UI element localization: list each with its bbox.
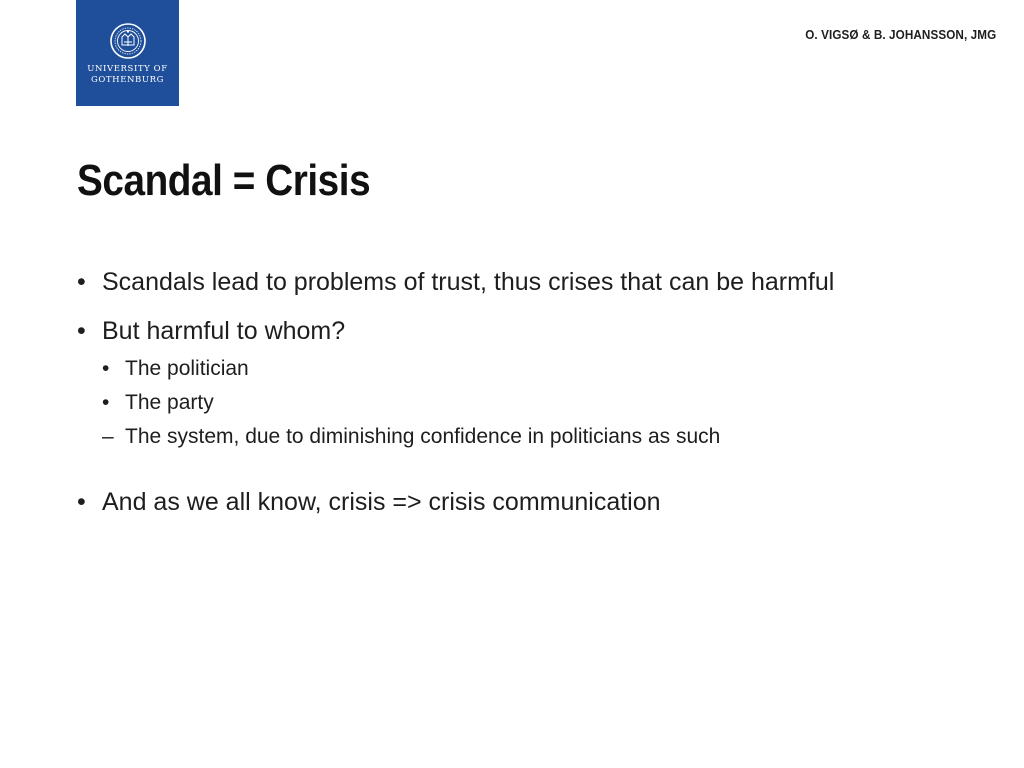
bullet-text: Scandals lead to problems of trust, thus crises that can be harmful — [102, 268, 835, 296]
university-seal-icon — [110, 23, 146, 59]
slide-body — [77, 264, 877, 521]
sub-bullet-marker: • — [102, 357, 110, 380]
sub-bullet-text: The system, due to diminishing confidence in politicians as such — [125, 425, 721, 448]
slide-title: Scandal = Crisis — [77, 156, 371, 205]
sub-bullet-item — [77, 352, 877, 386]
sub-bullet-marker: • — [102, 391, 110, 414]
university-logo — [76, 0, 179, 106]
sub-bullet-text: The party — [125, 391, 214, 414]
sub-bullet-item — [77, 420, 877, 454]
bullet-text: But harmful to whom? — [102, 317, 346, 345]
bullet-marker: • — [77, 268, 86, 296]
sub-bullet-text: The politician — [125, 357, 249, 380]
bullet-item — [77, 313, 877, 350]
bullet-marker: • — [77, 488, 86, 516]
bullet-item — [77, 264, 877, 301]
sub-bullet-item — [77, 386, 877, 420]
bullet-text: And as we all know, crisis => crisis communication — [102, 488, 661, 516]
sub-bullet-marker: – — [102, 425, 114, 448]
bullet-item — [77, 484, 877, 521]
bullet-marker: • — [77, 317, 86, 345]
logo-line-2: GOTHENBURG — [90, 75, 165, 85]
logo-line-1: UNIVERSITY OF — [87, 64, 168, 74]
author-header: O. VIGSØ & B. JOHANSSON, JMG — [804, 27, 996, 42]
university-logo-text — [76, 64, 179, 86]
